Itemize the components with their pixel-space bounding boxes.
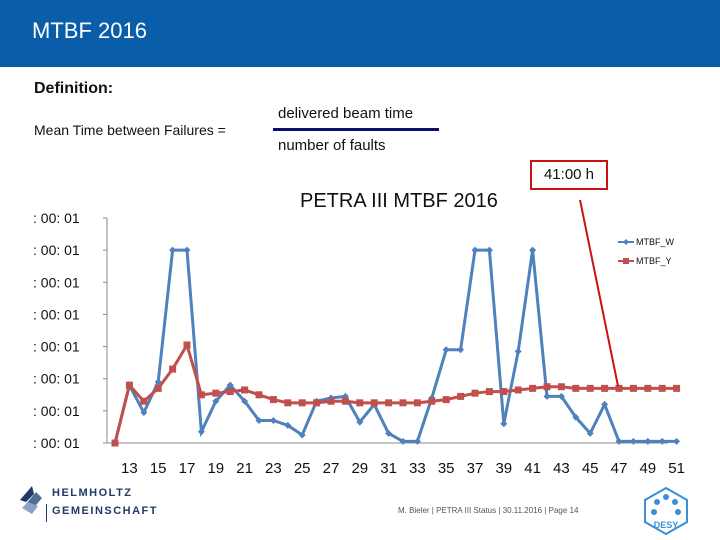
- data-point-mtbf_y: [299, 399, 306, 406]
- data-point-mtbf_w: [659, 438, 666, 445]
- formula-numerator: delivered beam time: [278, 105, 414, 122]
- data-point-mtbf_y: [155, 385, 162, 392]
- data-point-mtbf_w: [184, 247, 191, 254]
- data-point-mtbf_y: [385, 399, 392, 406]
- y-tick-label: : 00: 01: [33, 338, 80, 355]
- legend-label-mtbf_y: MTBF_Y: [636, 256, 672, 266]
- x-tick-label: 29: [351, 460, 369, 477]
- logo-text-gemeinschaft: GEMEINSCHAFT: [52, 505, 158, 517]
- chart-title: PETRA III MTBF 2016: [300, 190, 498, 212]
- series-line-mtbf_w: [115, 250, 677, 443]
- x-tick-label: 35: [437, 460, 455, 477]
- x-tick-label: 47: [610, 460, 628, 477]
- data-point-mtbf_y: [572, 385, 579, 392]
- data-point-mtbf_y: [544, 383, 551, 390]
- mtbf-chart: [0, 200, 720, 480]
- footer-text: M. Bieler | PETRA III Status | 30.11.2016 | Page 14: [398, 506, 579, 515]
- data-point-mtbf_w: [515, 348, 522, 355]
- x-tick-label: 25: [293, 460, 311, 477]
- logo-text-helmholtz: HELMHOLTZ: [52, 487, 133, 499]
- x-tick-label: 21: [236, 460, 253, 477]
- data-point-mtbf_w: [169, 247, 176, 254]
- data-point-mtbf_w: [500, 420, 507, 427]
- x-tick-label: 45: [581, 460, 599, 477]
- data-point-mtbf_w: [529, 247, 536, 254]
- helmholtz-logo-icon: [18, 480, 48, 520]
- data-point-mtbf_y: [486, 388, 493, 395]
- x-tick-label: 33: [409, 460, 426, 477]
- legend-label-mtbf_w: MTBF_W: [636, 237, 674, 247]
- data-point-mtbf_w: [544, 393, 551, 400]
- x-tick-label: 43: [553, 460, 570, 477]
- data-point-mtbf_y: [169, 366, 176, 373]
- data-point-mtbf_y: [140, 398, 147, 405]
- y-tick-label: : 00: 01: [33, 370, 80, 387]
- x-tick-label: 27: [322, 460, 340, 477]
- y-tick-label: : 00: 01: [33, 306, 80, 323]
- data-point-mtbf_y: [616, 385, 623, 392]
- data-point-mtbf_y: [241, 386, 248, 393]
- data-point-mtbf_w: [644, 438, 651, 445]
- data-point-mtbf_y: [342, 398, 349, 405]
- x-tick-label: 13: [121, 460, 138, 477]
- data-point-mtbf_y: [126, 382, 133, 389]
- data-point-mtbf_w: [457, 346, 464, 353]
- data-point-mtbf_w: [414, 438, 421, 445]
- data-point-mtbf_w: [486, 247, 493, 254]
- formula-lhs: Mean Time between Failures =: [34, 122, 226, 138]
- data-point-mtbf_y: [198, 391, 205, 398]
- desy-logo-icon: [640, 486, 692, 536]
- data-point-mtbf_y: [414, 399, 421, 406]
- data-point-mtbf_y: [428, 398, 435, 405]
- definition-label: Definition:: [34, 80, 114, 97]
- slide-title: MTBF 2016: [32, 18, 147, 43]
- desy-label: DESY: [653, 520, 679, 530]
- data-point-mtbf_y: [601, 385, 608, 392]
- data-point-mtbf_y: [270, 396, 277, 403]
- data-point-mtbf_w: [443, 346, 450, 353]
- x-tick-label: 49: [639, 460, 657, 477]
- x-tick-label: 51: [668, 460, 685, 477]
- logo-divider: [46, 504, 47, 522]
- legend-marker-mtbf_w: [623, 239, 629, 245]
- x-tick-label: 15: [149, 460, 167, 477]
- data-point-mtbf_y: [515, 386, 522, 393]
- data-point-mtbf_w: [630, 438, 637, 445]
- legend-marker-mtbf_y: [623, 258, 629, 264]
- y-tick-label: : 00: 01: [33, 210, 80, 226]
- data-point-mtbf_y: [212, 390, 219, 397]
- data-point-mtbf_y: [644, 385, 651, 392]
- y-tick-label: : 00: 01: [33, 435, 80, 451]
- y-tick-label: : 00: 01: [33, 274, 80, 291]
- y-tick-label: : 00: 01: [33, 402, 80, 419]
- data-point-mtbf_w: [673, 438, 680, 445]
- x-tick-label: 37: [466, 460, 484, 477]
- fraction-line: [273, 128, 439, 131]
- formula-denominator: number of faults: [278, 137, 386, 154]
- data-point-mtbf_y: [659, 385, 666, 392]
- data-point-mtbf_w: [270, 417, 277, 424]
- x-tick-label: 19: [207, 460, 225, 477]
- data-point-mtbf_y: [472, 390, 479, 397]
- data-point-mtbf_y: [256, 391, 263, 398]
- data-point-mtbf_y: [313, 399, 320, 406]
- data-point-mtbf_y: [328, 398, 335, 405]
- data-point-mtbf_y: [500, 388, 507, 395]
- data-point-mtbf_y: [558, 383, 565, 390]
- data-point-mtbf_y: [184, 341, 191, 348]
- data-point-mtbf_y: [227, 388, 234, 395]
- y-tick-label: : 00: 01: [33, 242, 80, 259]
- data-point-mtbf_y: [630, 385, 637, 392]
- x-tick-label: 17: [178, 460, 196, 477]
- x-tick-label: 41: [524, 460, 541, 477]
- data-point-mtbf_y: [457, 393, 464, 400]
- data-point-mtbf_y: [587, 385, 594, 392]
- data-point-mtbf_y: [112, 440, 119, 447]
- data-point-mtbf_y: [673, 385, 680, 392]
- data-point-mtbf_y: [443, 396, 450, 403]
- data-point-mtbf_y: [529, 385, 536, 392]
- title-bar: [0, 0, 720, 67]
- x-tick-label: 39: [495, 460, 513, 477]
- x-tick-label: 31: [380, 460, 397, 477]
- callout-arrow: [578, 200, 618, 386]
- x-tick-label: 23: [265, 460, 282, 477]
- callout-box: 41:00 h: [530, 160, 608, 190]
- data-point-mtbf_w: [472, 247, 479, 254]
- data-point-mtbf_y: [284, 399, 291, 406]
- data-point-mtbf_y: [400, 399, 407, 406]
- data-point-mtbf_y: [371, 399, 378, 406]
- data-point-mtbf_y: [356, 399, 363, 406]
